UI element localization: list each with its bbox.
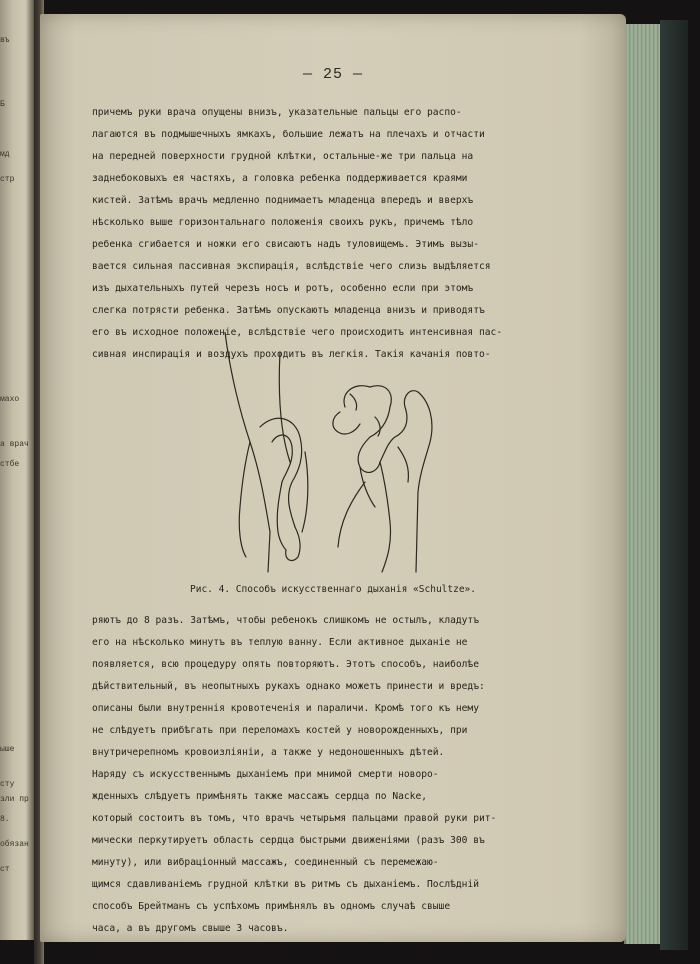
text-line: дѣйствительный, въ неопытныхъ рукахъ однако можетъ принести и вредъ: (92, 681, 485, 692)
text-line: его на нѣсколько минутъ въ теплую ванну. Если активное дыханіе не (92, 637, 468, 648)
schultze-method-illustration (220, 332, 460, 577)
left-page-fragment: махо (0, 395, 20, 404)
text-line: не слѣдуетъ прибѣгать при переломахъ костей у новорожденныхъ, при (92, 725, 468, 736)
text-line: способъ Брейтманъ съ успѣхомъ примѣнялъ въ одномъ случаѣ свыше (92, 901, 451, 912)
left-page-fragment: въ (0, 36, 10, 45)
text-line: часа, а въ другомъ свыше 3 часовъ. (92, 923, 289, 934)
text-line: слегка потрясти ребенка. Затѣмъ опускаютъ младенца внизъ и приводятъ (92, 305, 485, 316)
text-line: Наряду съ искусственнымъ дыханіемъ при мнимой смерти новоро- (92, 769, 439, 780)
text-line: изъ дыхательныхъ путей черезъ носъ и ротъ, особенно если при этомъ (92, 283, 474, 294)
figure-caption: Рис. 4. Способъ искусственнаго дыханія «Schultze». (190, 584, 476, 595)
text-line: минуту), или вибраціонный массажъ, соединенный съ перемежаю- (92, 857, 439, 868)
text-line: появляется, всю процедуру опять повторяютъ. Этотъ способъ, наиболѣе (92, 659, 479, 670)
left-page-fragment: обязан (0, 840, 29, 849)
text-line: сивная инспирація и воздухъ проходитъ въ легкія. Такія качанія повто- (92, 349, 491, 360)
text-line: его въ исходное положеніе, вслѣдствіе чего происходитъ интенсивная пас- (92, 327, 503, 338)
text-line: вается сильная пассивная экспирація, вслѣдствіе чего слизь выдѣляется (92, 261, 491, 272)
left-page-edge (0, 0, 36, 940)
page-block-edge (624, 24, 662, 944)
text-line: лагаются въ подмышечныхъ ямкахъ, большие лежатъ на плечахъ и отчасти (92, 129, 485, 140)
paragraph-2 (92, 610, 597, 940)
text-line: который состоитъ въ томъ, что врачъ четырьмя пальцами правой руки рит- (92, 813, 497, 824)
left-page-fragment: 8. (0, 815, 10, 824)
left-page-fragment: зли пр (0, 795, 29, 804)
text-line: ребенка сгибается и ножки его свисаютъ надъ туловищемъ. Этимъ вызы- (92, 239, 479, 250)
left-page-fragment: стр (0, 175, 15, 184)
text-line: внутричерепномъ кровоизліяніи, а также у недоношенныхъ дѣтей. (92, 747, 445, 758)
text-line: причемъ руки врача опущены внизъ, указательные пальцы его распо- (92, 107, 462, 118)
text-line: жденныхъ слѣдуетъ примѣнять также массажъ сердца по Nacke, (92, 791, 428, 802)
text-line: мически перкутируетъ область сердца быстрыми движеніями (разъ 300 въ (92, 835, 485, 846)
page-number: — 25 — (302, 66, 363, 83)
left-page-fragment: сту (0, 780, 15, 789)
left-page-fragment: мд (0, 150, 10, 159)
text-line: кистей. Затѣмъ врачъ медленно поднимаетъ младенца впередъ и вверхъ (92, 195, 474, 206)
left-page-fragment: стбе (0, 460, 20, 469)
left-page-fragment: ыше (0, 745, 15, 754)
left-page-fragment: ст (0, 865, 10, 874)
left-page-fragment: Б (0, 100, 5, 109)
left-page-fragment: а врач (0, 440, 29, 449)
text-line: нѣсколько выше горизонтальнаго положенія своихъ рукъ, причемъ тѣло (92, 217, 474, 228)
book-cover (660, 20, 688, 950)
paragraph-1 (92, 102, 597, 366)
book-page (40, 14, 626, 942)
text-line: описаны были внутреннія кровотеченія и параличи. Кромѣ того къ нему (92, 703, 479, 714)
text-line: на передней поверхности грудной клѣтки, остальные-же три пальца на (92, 151, 474, 162)
text-line: заднебоковыхъ ея частяхъ, а головка ребенка поддерживается краями (92, 173, 468, 184)
text-line: щимся сдавливаніемъ грудной клѣтки въ ритмъ съ дыханіемъ. Послѣдній (92, 879, 479, 890)
text-line: ряютъ до 8 разъ. Затѣмъ, чтобы ребенокъ слишкомъ не остылъ, кладутъ (92, 615, 479, 626)
